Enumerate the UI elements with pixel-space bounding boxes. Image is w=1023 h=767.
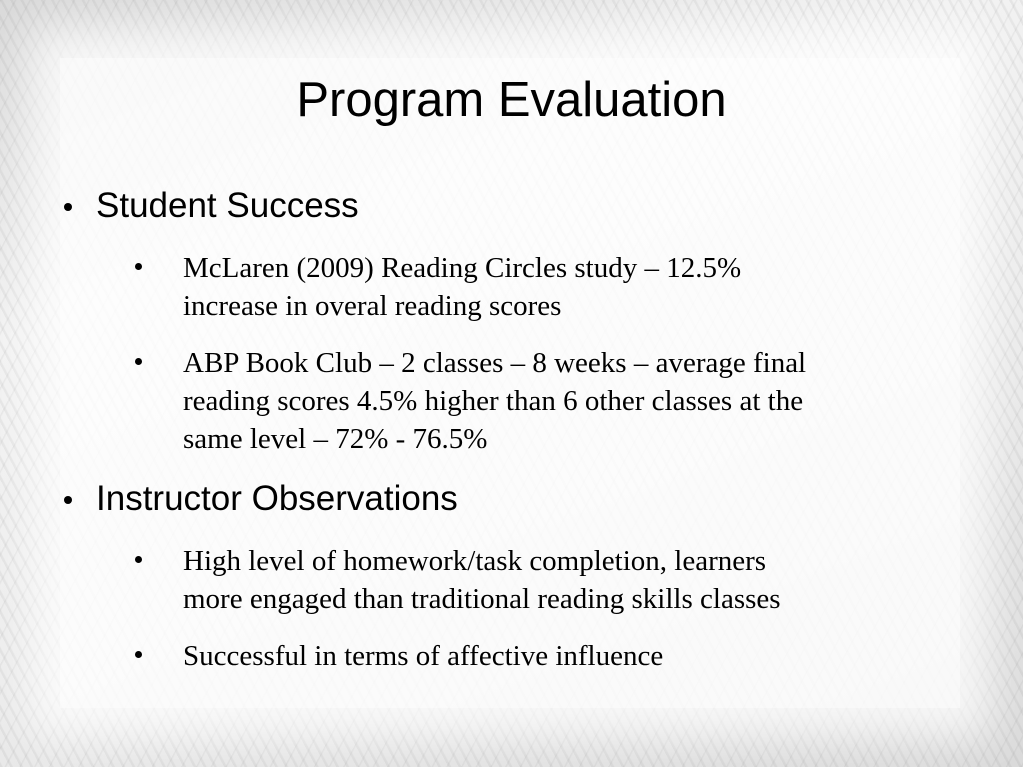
section-heading-instructor-observations bbox=[96, 479, 458, 519]
bullet-dot-icon bbox=[64, 496, 72, 504]
bullet-dot-icon bbox=[135, 263, 142, 270]
bullet-dot-icon bbox=[135, 556, 142, 563]
section-heading-student-success bbox=[96, 186, 359, 226]
bullet-homework-completion bbox=[183, 542, 973, 618]
slide-title: Program Evaluation bbox=[296, 73, 727, 127]
bullet-dot-icon bbox=[135, 358, 142, 365]
bullet-line: more engaged than traditional reading skills classes bbox=[183, 583, 781, 615]
bullet-line: Successful in terms of affective influence bbox=[183, 640, 664, 672]
bullet-line: increase in overal reading scores bbox=[183, 290, 562, 322]
bullet-line: reading scores 4.5% higher than 6 other classes at the bbox=[183, 385, 804, 417]
bullet-affective-influence bbox=[183, 637, 973, 675]
section-heading-label: Student Success bbox=[96, 186, 359, 225]
section-heading-label: Instructor Observations bbox=[96, 479, 458, 518]
bullet-dot-icon bbox=[135, 651, 142, 658]
bullet-line: ABP Book Club – 2 classes – 8 weeks – average final bbox=[183, 347, 807, 379]
bullet-mclaren-study bbox=[183, 249, 973, 325]
bullet-line: High level of homework/task completion, learners bbox=[183, 545, 767, 577]
bullet-abp-book-club bbox=[183, 344, 973, 458]
bullet-line: McLaren (2009) Reading Circles study – 12.5% bbox=[183, 252, 742, 284]
bullet-dot-icon bbox=[64, 203, 72, 211]
bullet-line: same level – 72% - 76.5% bbox=[183, 423, 488, 455]
